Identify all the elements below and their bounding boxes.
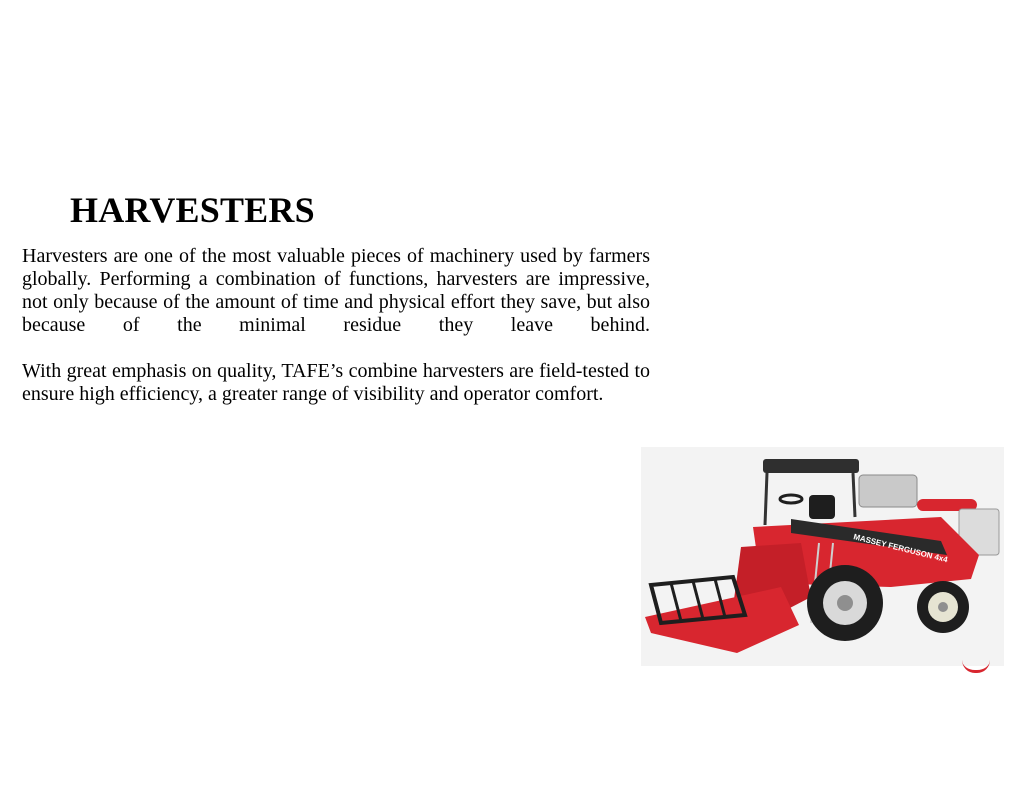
quality-paragraph: With great emphasis on quality, TAFE’s combine harvesters are field-tested to ensure high efficiency, a greater range of visibility and operator comfort. [22, 360, 650, 405]
canopy-post-rear [853, 473, 855, 517]
combine-harvester-illustration [641, 447, 1004, 666]
decorative-mark [962, 660, 990, 673]
decal-text: MASSEY FERGUSON 4x4 [852, 532, 949, 565]
steering-wheel [780, 495, 802, 503]
operator-seat [809, 495, 835, 519]
front-wheel-hub [837, 595, 853, 611]
page-title: HARVESTERS [70, 190, 315, 230]
grain-tank [859, 475, 917, 507]
harvester-image [641, 447, 1004, 666]
rear-wheel-hub [938, 602, 948, 612]
intro-paragraph: Harvesters are one of the most valuable pieces of machinery used by farmers globally. Performing a combination of functions, harvesters are impressive, not only because of the amount of time and physical effort they save, but also because of the minimal residue they leave behind. [22, 245, 650, 336]
cutter-header [645, 587, 799, 653]
canopy-roof [763, 459, 859, 473]
body-text [22, 245, 650, 429]
canopy-post-front [765, 473, 767, 525]
